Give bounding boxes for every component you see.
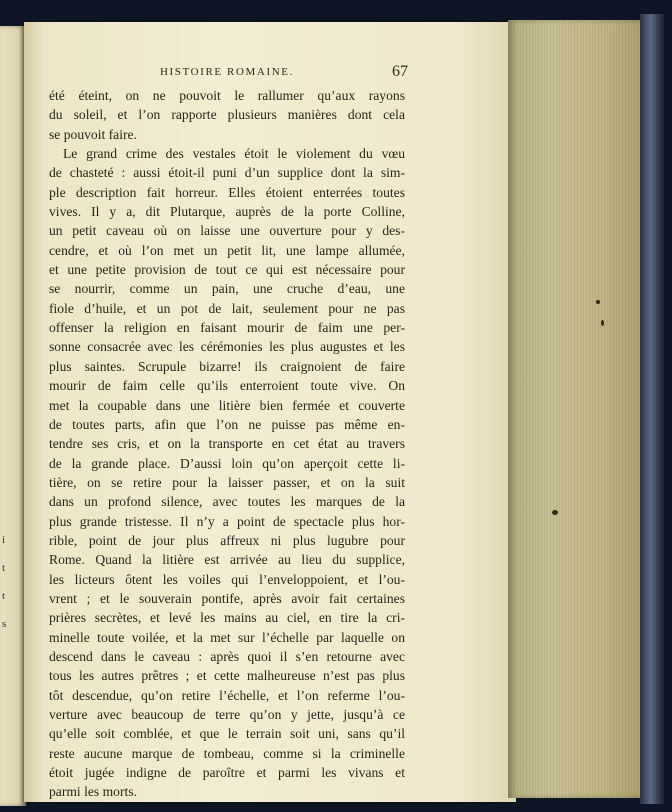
text-line: descend dans le caveau : après quoi il s’en retourne avec [49, 648, 405, 664]
ink-spot [552, 510, 558, 515]
text-line: tière, on se retire pour la laisser passer, et on la suit [49, 474, 405, 490]
text-line: de la grande place. D’aussi loin qu’on aperçoit cette li- [49, 455, 405, 471]
text-line: tendre ses cris, et on la transporte en cet état au travers [49, 436, 405, 452]
text-line: du soleil, et l’on rapporte plusieurs manières dont cela [49, 107, 405, 123]
text-line: rible, point de jour plus affreux ni plus lugubre pour [49, 532, 405, 548]
text-line: Le grand crime des vestales étoit le violement du vœu [63, 146, 405, 162]
margin-glyph: t [2, 562, 6, 574]
text-line: se nourrir, comme un pain, une cruche d’eau, une [49, 281, 405, 297]
margin-glyph: s [2, 618, 7, 630]
text-line: mourir de faim celle qu’ils enterroient toute vive. On [49, 378, 405, 394]
margin-glyph: t [2, 590, 6, 602]
text-line: tôt descendue, qu’on retire l’échelle, et l’on referme l’ou- [49, 687, 405, 703]
text-line: met la coupable dans une litière bien fermée et couverte [49, 397, 405, 413]
text-line: de toutes parts, afin que l’on ne puisse pas même en- [49, 416, 405, 432]
text-line: de chasteté : aussi étoit-il puni d’un supplice dont la sim- [49, 165, 405, 181]
text-line: sonne consacrée avec les cérémonies les plus augustes et les [49, 339, 405, 355]
text-line: prières secrètes, et levé les mains au ciel, en tire la cri- [49, 610, 405, 626]
page-number: 67 [392, 63, 408, 80]
text-line: dans un profond silence, avec toutes les marques de la [49, 494, 405, 510]
text-line: reste aucune marque de tombeau, comme si la criminelle [49, 745, 405, 761]
text-line: un petit caveau où on laisse une ouverture pour y des- [49, 223, 405, 239]
text-line: ple description fait horreur. Elles étoient enterrées toutes [49, 184, 405, 200]
text-line: minelle toute voilée, et la met sur l’échelle par laquelle on [49, 629, 405, 645]
text-line: fiole d’huile, et un pot de lait, seulement pour ne pas [49, 300, 405, 316]
text-line: offenser la religion en faisant mourir de faim une per- [49, 320, 405, 336]
text-line: cendre, et où l’on met un petit lit, une lampe allumée, [49, 242, 405, 258]
text-line: verture avec beaucoup de terre qu’on y jette, jusqu’à ce [49, 707, 405, 722]
text-line: plus saintes. Scrupule bizarre! ils craignoient de faire [49, 358, 405, 374]
ink-spot [596, 300, 600, 304]
text-line: tous les autres prêtres ; et cette malheureuse n’est pas plus [49, 668, 405, 684]
text-line: vrent ; et le souverain pontife, après avoir fait certaines [49, 590, 405, 606]
left-margin-glyphs [2, 526, 12, 638]
text-line: étoit jugée indigne de paroître et parmi les vivans et [49, 765, 405, 781]
text-line: qu’elle soit comblée, et que le terrain soit uni, sans qu’il [49, 726, 405, 742]
page-block-edge [508, 20, 648, 798]
text-line: et une petite provision de tout ce qui est nécessaire pour [49, 262, 405, 278]
text-line: été éteint, on ne pouvoit le rallumer qu’aux rayons [49, 88, 405, 103]
text-line: Rome. Quand la litière est arrivée au lieu du supplice, [49, 552, 405, 568]
text-line: vives. Il y a, dit Plutarque, auprès de la porte Colline, [49, 204, 405, 220]
text-line: parmi les morts. [49, 784, 137, 800]
ink-spot [601, 320, 604, 326]
text-line: plus grande tristesse. Il n’y a point de spectacle plus hor- [49, 513, 405, 529]
book-cover-edge [640, 14, 664, 804]
running-head: HISTOIRE ROMAINE. [160, 66, 294, 78]
left-page-edge [0, 26, 26, 806]
text-line: les licteurs ôtent les voiles qui l’enveloppoient, et l’ou- [49, 571, 405, 587]
body-text [49, 86, 405, 802]
margin-glyph: i [2, 534, 6, 546]
text-line: se pouvoit faire. [49, 126, 137, 142]
